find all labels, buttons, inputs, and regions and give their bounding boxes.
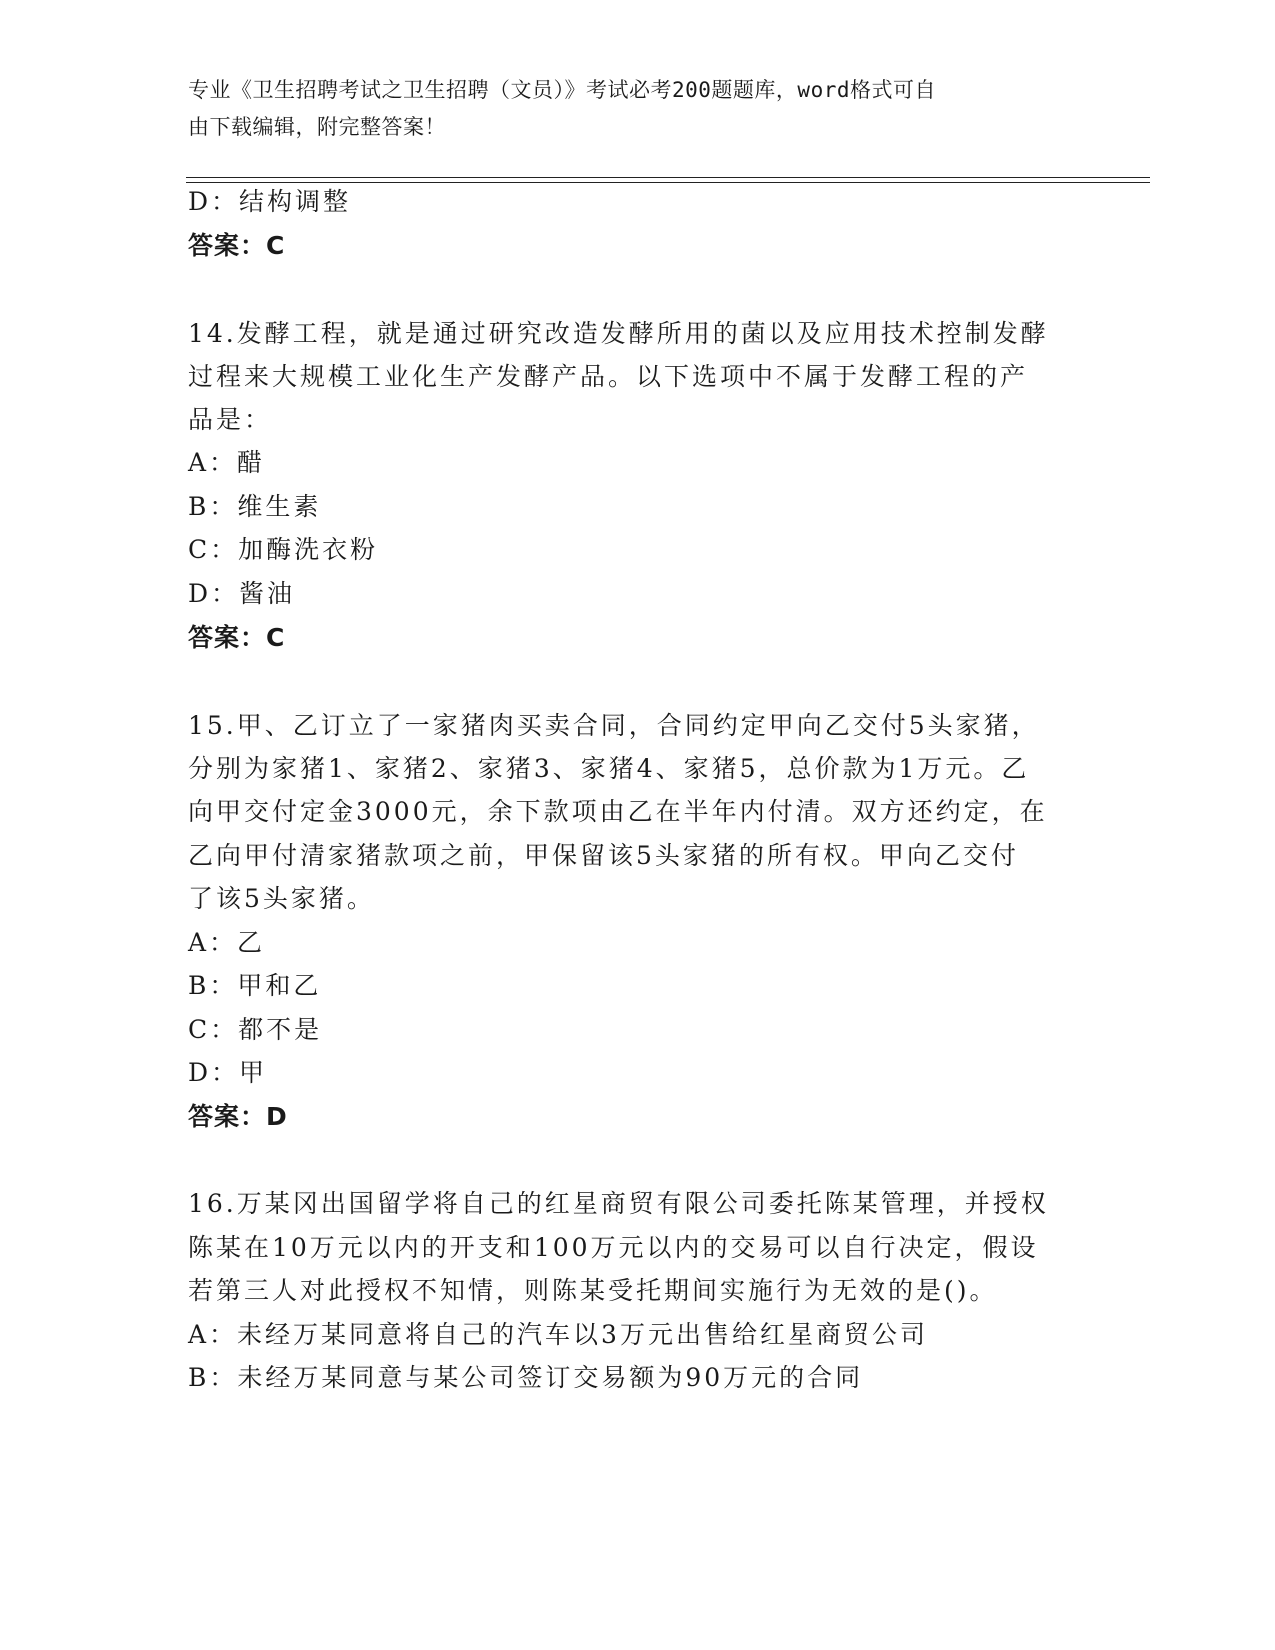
q13-answer: 答案：C	[188, 231, 286, 260]
q15-stem-line-1: 15.甲、乙订立了一家猪肉买卖合同，合同约定甲向乙交付5头家猪，	[188, 711, 1040, 740]
q15-answer: 答案：D	[188, 1102, 288, 1131]
header-rule-top	[186, 177, 1150, 178]
q16-stem-line-3: 若第三人对此授权不知情，则陈某受托期间实施行为无效的是()。	[188, 1276, 998, 1305]
document-header	[188, 72, 1068, 146]
q15-option-d: D：甲	[188, 1058, 268, 1087]
q15-stem-line-2: 分别为家猪1、家猪2、家猪3、家猪4、家猪5，总价款为1万元。乙	[188, 754, 1030, 783]
q16-stem-line-2: 陈某在10万元以内的开支和100万元以内的交易可以自行决定，假设	[188, 1233, 1039, 1262]
q14-option-d: D：酱油	[188, 579, 296, 608]
q15-stem-line-4: 乙向甲付清家猪款项之前，甲保留该5头家猪的所有权。甲向乙交付	[188, 841, 1019, 870]
q14-stem-line-3: 品是：	[188, 405, 273, 434]
q15-option-b: B：甲和乙	[188, 971, 322, 1000]
header-rule-bottom	[186, 182, 1150, 183]
header-line-1: 专业《卫生招聘考试之卫生招聘（文员）》考试必考200题题库，word格式可自	[188, 78, 936, 102]
q14-option-b: B：维生素	[188, 492, 322, 521]
q14-option-a: A：醋	[188, 448, 266, 477]
q14-answer: 答案：C	[188, 623, 286, 652]
q13-option-d: D：结构调整	[188, 187, 352, 216]
q16-stem-line-1: 16.万某冈出国留学将自己的红星商贸有限公司委托陈某管理，并授权	[188, 1189, 1049, 1218]
q15-option-c: C：都不是	[188, 1015, 323, 1044]
q15-option-a: A：乙	[188, 928, 266, 957]
q15-stem-line-5: 了该5头家猪。	[188, 884, 375, 913]
q16-option-a: A：未经万某同意将自己的汽车以3万元出售给红星商贸公司	[188, 1320, 928, 1349]
q14-option-c: C：加酶洗衣粉	[188, 535, 379, 564]
q14-stem-line-2: 过程来大规模工业化生产发酵产品。以下选项中不属于发酵工程的产	[188, 362, 1029, 391]
q15-stem-line-3: 向甲交付定金3000元，余下款项由乙在半年内付清。双方还约定，在	[188, 797, 1048, 826]
q14-stem-line-1: 14.发酵工程，就是通过研究改造发酵所用的菌以及应用技术控制发酵	[188, 319, 1049, 348]
header-line-2: 由下载编辑，附完整答案！	[188, 115, 446, 139]
q16-option-b: B：未经万某同意与某公司签订交易额为90万元的合同	[188, 1363, 864, 1392]
